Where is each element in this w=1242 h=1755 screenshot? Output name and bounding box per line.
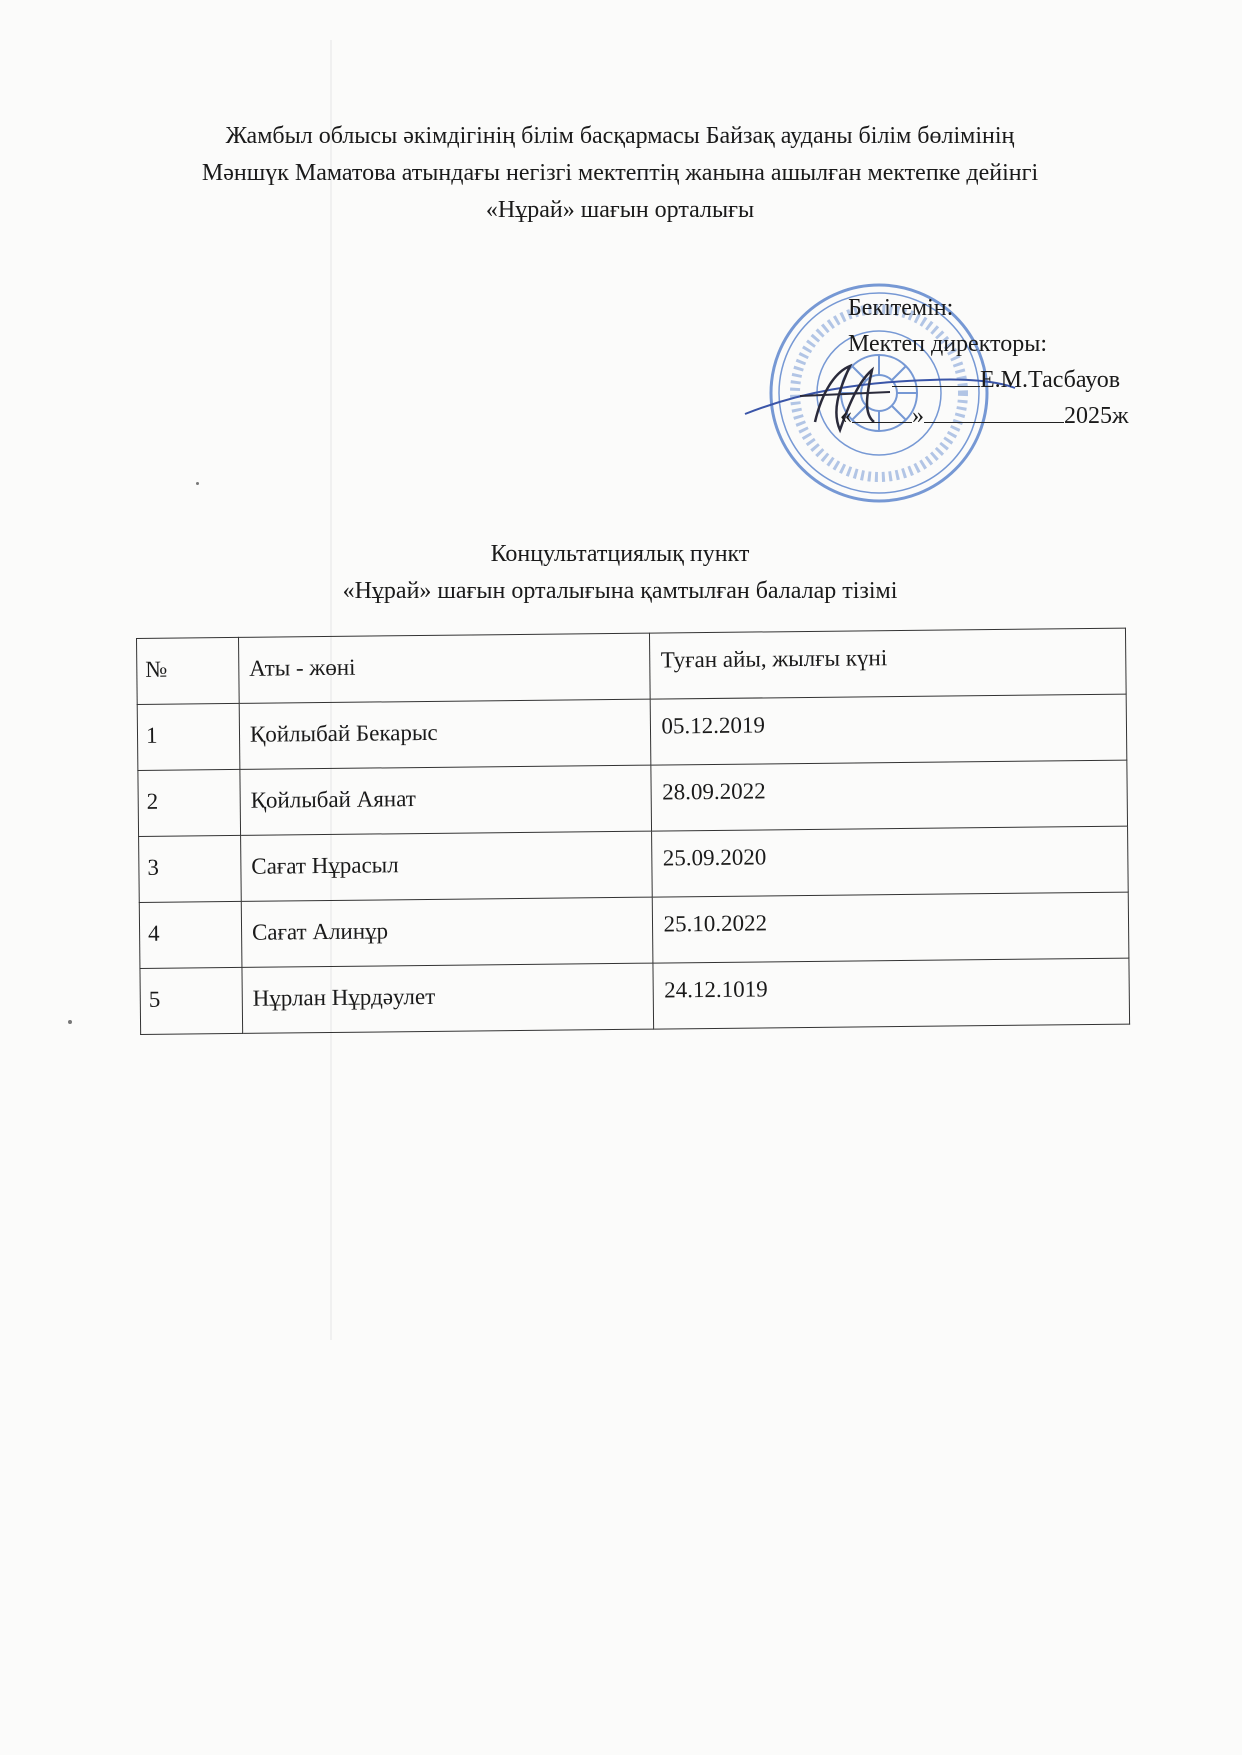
row-number: 5 [140,967,243,1034]
table-row [139,826,1129,902]
title-line-1: Концультатциялық пункт [490,541,750,567]
approval-year: 2025ж [1064,403,1129,429]
row-birth-date: 05.12.2019 [651,694,1127,765]
row-birth-date: 25.10.2022 [653,892,1129,963]
document-title [60,536,1180,610]
row-birth-date: 25.09.2020 [652,826,1128,897]
row-birth-date: 28.09.2022 [651,760,1127,831]
director-name: Е.М.Тасбауов [980,367,1121,393]
table-row [139,892,1129,968]
children-table [136,628,1130,1035]
table-header-row [137,628,1127,704]
row-number: 1 [137,703,240,770]
row-number: 3 [139,835,242,902]
header-line-1: Жамбыл облысы әкімдігінің білім басқармасы Байзақ ауданы білім бөлімінің [225,123,1015,149]
header-line-2: Мәншүк Маматова атындағы негізгі мектептің жанына ашылған мектепке дейінгі [201,160,1039,186]
day-line [852,402,912,423]
quote-close: » [912,403,924,429]
table-row [137,694,1127,770]
row-birth-date: 24.12.1019 [653,958,1129,1029]
header-birth-date: Туған айы, жылғы күні [650,628,1126,699]
row-name: Сағат Нұрасыл [240,831,652,901]
approval-block [760,290,1180,434]
quote-open: « [840,403,852,429]
header-name: Аты - жөні [238,633,650,703]
month-line [924,402,1064,423]
document-header [60,118,1180,229]
director-position: Мектеп директоры: [848,331,1048,357]
table-row [140,958,1130,1034]
row-name: Сағат Алинұр [241,897,653,967]
approve-label: Бекітемін: [848,295,954,321]
row-name: Қойлыбай Бекарыс [239,699,651,769]
signature-line [892,366,980,387]
scan-speck [196,482,199,485]
table-row [138,760,1128,836]
row-name: Қойлыбай Аянат [240,765,652,835]
row-name: Нұрлан Нұрдәулет [242,963,654,1033]
title-line-2: «Нұрай» шағын орталығына қамтылған балалар тізімі [342,578,898,604]
scan-speck [68,1020,72,1024]
row-number: 2 [138,769,241,836]
header-line-3: «Нұрай» шағын орталығы [485,197,755,223]
header-number: № [137,637,240,704]
row-number: 4 [139,901,242,968]
